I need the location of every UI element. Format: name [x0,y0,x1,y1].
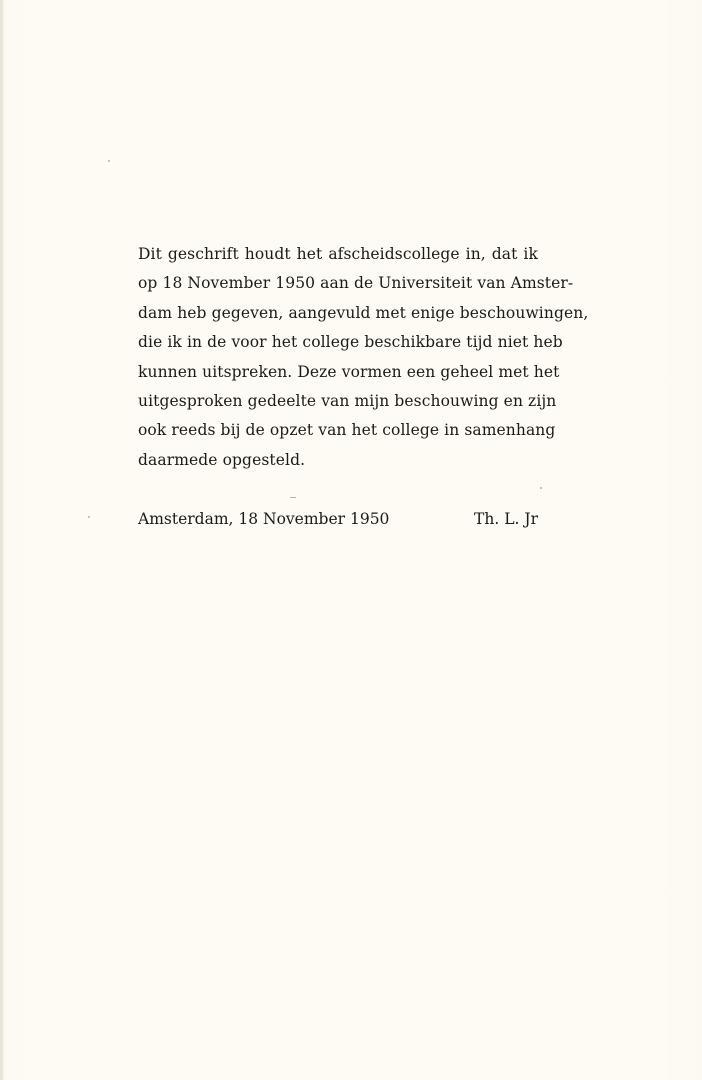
paragraph-line: kunnen uitspreken. Deze vormen een geheel met het [138,362,560,381]
signature-row [138,505,538,534]
paragraph-line: ook reeds bij de opzet van het college in samenhang [138,421,556,440]
paragraph-line: die ik in de voor het college beschikbare tijd niet heb [138,333,563,352]
place-date: Amsterdam, 18 November 1950 [138,510,390,528]
paragraph-line: op 18 November 1950 aan de Universiteit van Amster- [138,274,574,293]
paper-speck [290,497,296,498]
paper-speck [108,160,110,162]
paragraph-line: Dit geschrift houdt het afscheidscollege in, dat ik [138,245,538,263]
paragraph-line: daarmede opgesteld. [138,450,306,469]
preface-paragraph [138,240,589,475]
paper-speck [88,516,90,518]
author-initials: Th. L. Jr [474,510,538,528]
page-spine-edge [0,0,3,1080]
paragraph-line: uitgesproken gedeelte van mijn beschouwing en zijn [138,392,557,411]
paper-speck [540,487,542,489]
paragraph-line: dam heb gegeven, aangevuld met enige beschouwingen, [138,303,589,322]
